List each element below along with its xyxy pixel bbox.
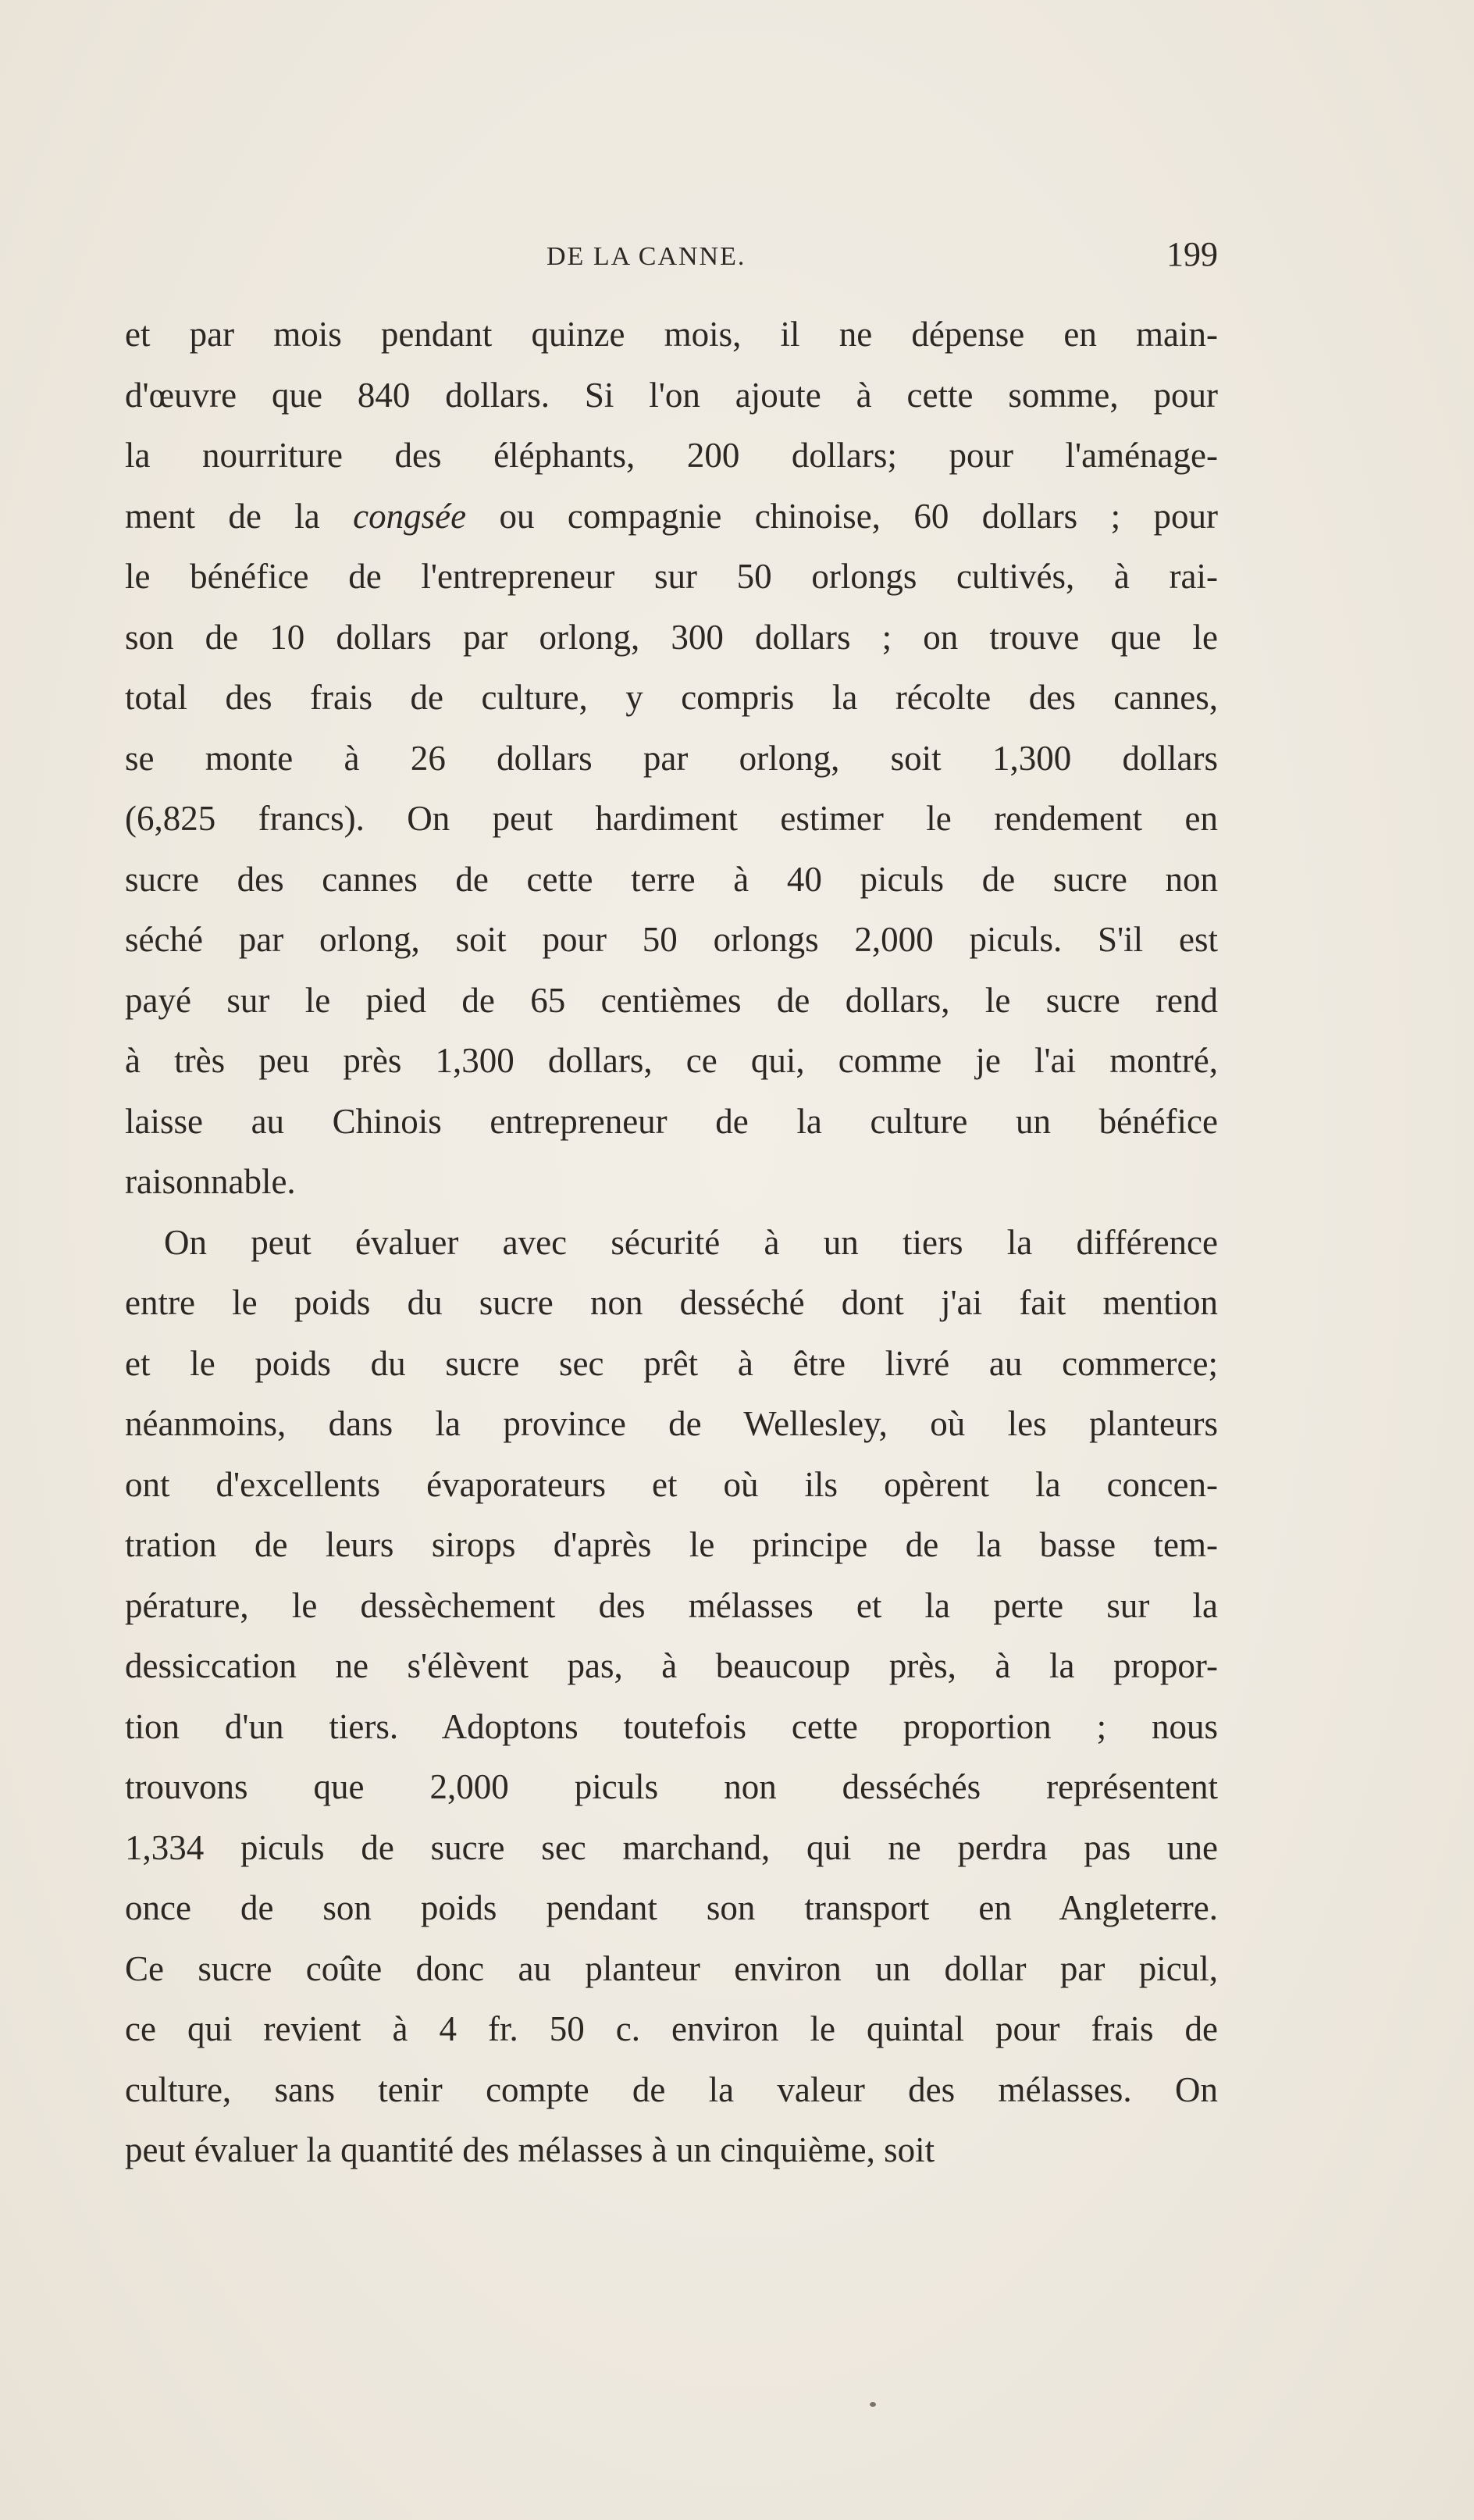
text-line: sucre des cannes de cette terre à 40 piculs de sucre non <box>125 859 1218 899</box>
text-line: raisonnable. <box>125 1162 296 1201</box>
text-line: laisse au Chinois entrepreneur de la culture un bénéfice <box>125 1101 1218 1141</box>
text-line: la nourriture des éléphants, 200 dollars; pour l'aménage- <box>125 436 1218 475</box>
text-line: culture, sans tenir compte de la valeur des mélasses. On <box>125 2069 1218 2109</box>
text-line: le bénéfice de l'entrepreneur sur 50 orlongs cultivés, à rai- <box>125 557 1218 596</box>
text-line: trouvons que 2,000 piculs non desséchés représentent <box>125 1767 1218 1806</box>
text-line: peut évaluer la quantité des mélasses à un cinquième, soit <box>125 2130 935 2169</box>
text-line: Ce sucre coûte donc au planteur environ un dollar par picul, <box>125 1948 1218 1988</box>
text-line: ont d'excellents évaporateurs et où ils opèrent la concen- <box>125 1464 1218 1504</box>
text-line: séché par orlong, soit pour 50 orlongs 2,000 piculs. S'il est <box>125 920 1218 959</box>
text-line: total des frais de culture, y compris la récolte des cannes, <box>125 678 1218 717</box>
ink-speck <box>870 2402 876 2407</box>
body-text <box>125 305 1218 2181</box>
text-line: entre le poids du sucre non desséché dont j'ai fait mention <box>125 1283 1218 1322</box>
text-line: once de son poids pendant son transport en Angleterre. <box>125 1888 1218 1927</box>
page-number: 199 <box>1166 235 1218 273</box>
text-line: payé sur le pied de 65 centièmes de dollars, le sucre rend <box>125 980 1218 1020</box>
text-line: dessiccation ne s'élèvent pas, à beaucoup près, à la propor- <box>125 1646 1218 1685</box>
text-line: à très peu près 1,300 dollars, ce qui, comme je l'ai montré, <box>125 1041 1218 1080</box>
text-line: d'œuvre que 840 dollars. Si l'on ajoute à cette somme, pour <box>125 375 1218 415</box>
text-line: et le poids du sucre sec prêt à être livré au commerce; <box>125 1343 1218 1383</box>
text-line: se monte à 26 dollars par orlong, soit 1,300 dollars <box>125 738 1218 778</box>
italic-term: congsée <box>353 496 467 536</box>
text-line: ce qui revient à 4 fr. 50 c. environ le quintal pour frais de <box>125 2009 1218 2048</box>
text-line: On peut évaluer avec sécurité à un tiers la différence <box>164 1222 1218 1262</box>
text-line: tion d'un tiers. Adoptons toutefois cette proportion ; nous <box>125 1706 1218 1746</box>
text-line: son de 10 dollars par orlong, 300 dollars ; on trouve que le <box>125 617 1218 657</box>
text-line: ment de la congsée ou compagnie chinoise, 60 dollars ; pour <box>125 496 1218 536</box>
text-line: pérature, le dessèchement des mélasses et la perte sur la <box>125 1585 1218 1625</box>
page-header <box>125 234 1218 281</box>
running-title: DE LA CANNE. <box>547 242 746 271</box>
text-line: tration de leurs sirops d'après le principe de la basse tem- <box>125 1525 1218 1564</box>
text-line: (6,825 francs). On peut hardiment estimer le rendement en <box>125 799 1218 838</box>
text-line: 1,334 piculs de sucre sec marchand, qui ne perdra pas une <box>125 1827 1218 1867</box>
text-line: et par mois pendant quinze mois, il ne dépense en main- <box>125 315 1218 354</box>
text-line: néanmoins, dans la province de Wellesley, où les planteurs <box>125 1404 1218 1443</box>
